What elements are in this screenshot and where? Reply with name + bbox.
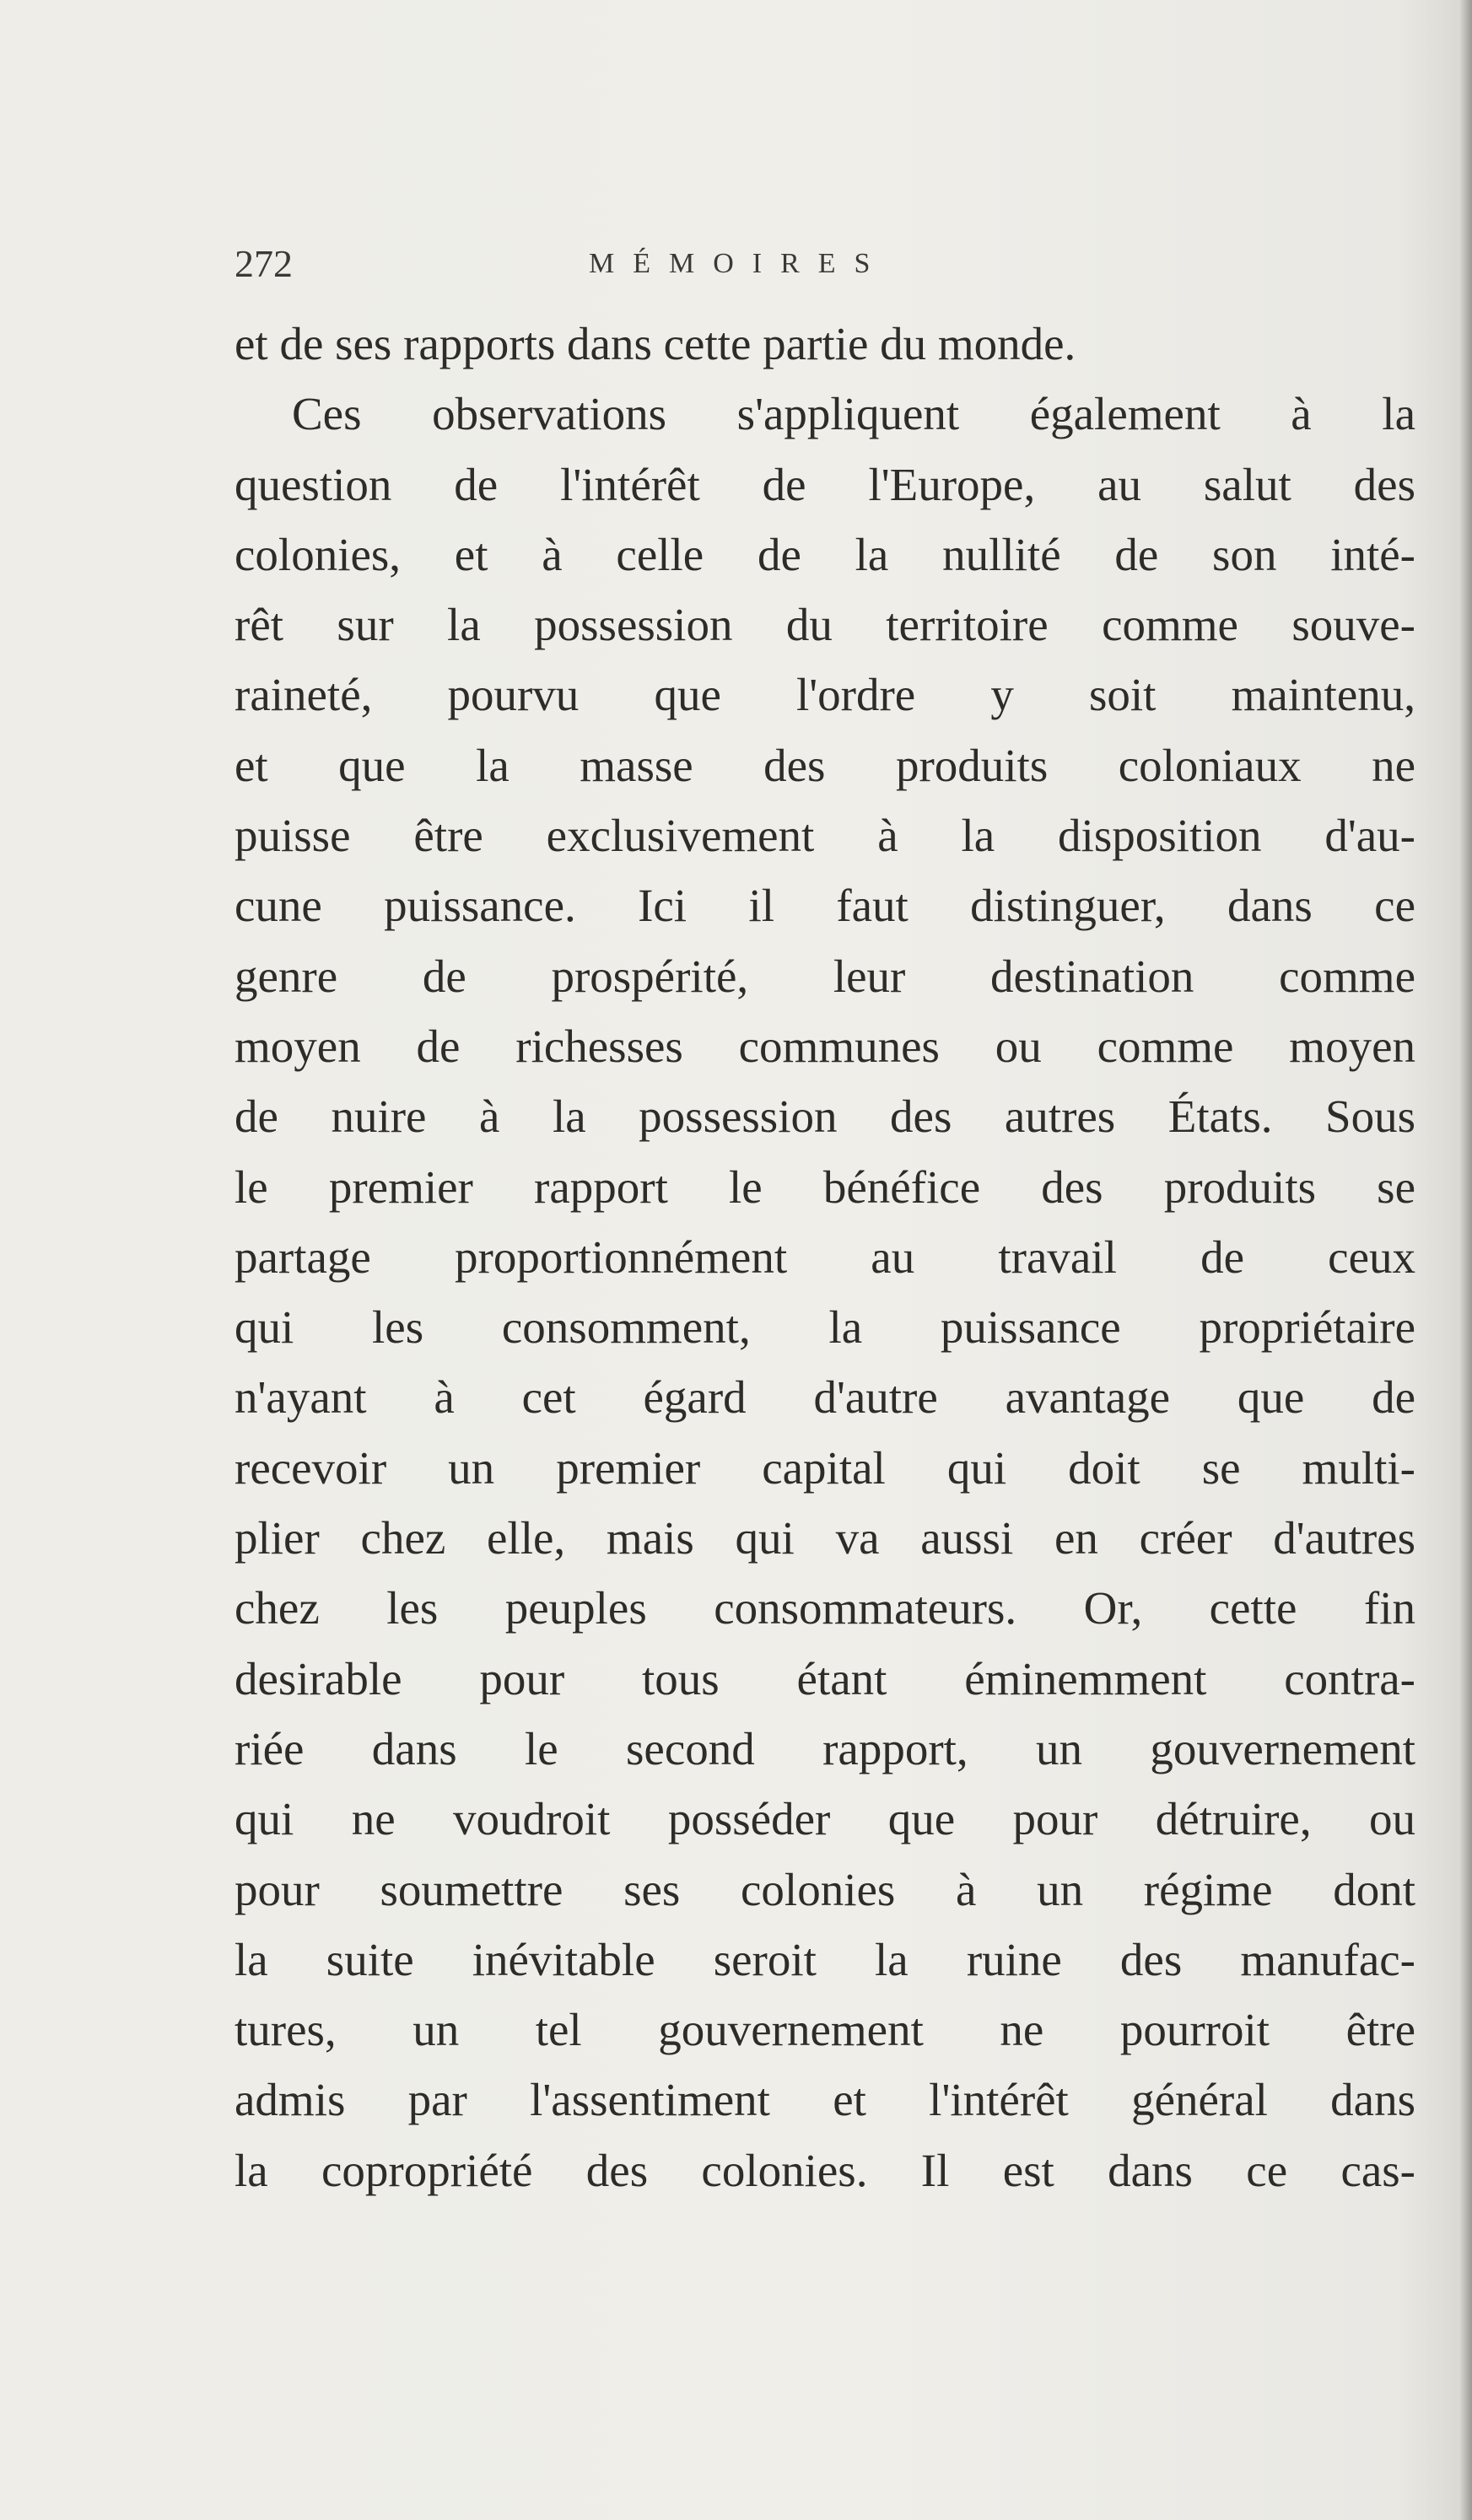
text-line: pour soumettre ses colonies à un régime dont (235, 1863, 1415, 1915)
running-head: MÉMOIRES (589, 248, 889, 279)
text-line: n'ayant à cet égard d'autre avantage que de (235, 1371, 1415, 1424)
page-header (235, 234, 1415, 293)
text-line: le premier rapport le bénéfice des produits se (235, 1160, 1415, 1213)
text-line: puisse être exclusivement à la disposition d'au- (235, 810, 1415, 862)
text-line: de nuire à la possession des autres États. Sous (235, 1090, 1415, 1143)
text-line: genre de prospérité, leur destination comme (235, 950, 1415, 1002)
text-line: qui les consomment, la puissance propriétaire (235, 1301, 1415, 1354)
text-line: et de ses rapports dans cette partie du monde. (235, 318, 1076, 369)
text-line: desirable pour tous étant éminemment contra- (235, 1652, 1415, 1704)
text-line: moyen de richesses communes ou comme moyen (235, 1020, 1415, 1072)
text-line: recevoir un premier capital qui doit se multi- (235, 1441, 1415, 1494)
text-line: partage proportionnément au travail de ceux (235, 1230, 1415, 1283)
text-line: plier chez elle, mais qui va aussi en créer d'autres (235, 1512, 1415, 1564)
page-number: 272 (235, 242, 293, 285)
text-line: Ces observations s'appliquent également à la (292, 388, 1415, 440)
text-line: la copropriété des colonies. Il est dans ce cas- (235, 2144, 1415, 2196)
text-line: cune puissance. Ici il faut distinguer, dans ce (235, 880, 1415, 932)
text-line: admis par l'assentiment et l'intérêt général dans (235, 2074, 1415, 2126)
text-line: question de l'intérêt de l'Europe, au salut des (235, 458, 1415, 510)
text-line: la suite inévitable seroit la ruine des manufac- (235, 1933, 1415, 1985)
page-edge (1460, 0, 1472, 2520)
body-text (235, 309, 1415, 2205)
text-line: colonies, et à celle de la nullité de son inté- (235, 528, 1415, 580)
text-line: tures, un tel gouvernement ne pourroit être (235, 2004, 1415, 2056)
text-line: et que la masse des produits coloniaux ne (235, 739, 1415, 791)
text-line: riée dans le second rapport, un gouvernement (235, 1722, 1415, 1774)
text-line: qui ne voudroit posséder que pour détruire, ou (235, 1793, 1415, 1845)
text-line: chez les peuples consommateurs. Or, cette fin (235, 1582, 1415, 1634)
text-line: raineté, pourvu que l'ordre y soit maintenu, (235, 669, 1415, 721)
text-line: rêt sur la possession du territoire comme souve- (235, 599, 1415, 651)
